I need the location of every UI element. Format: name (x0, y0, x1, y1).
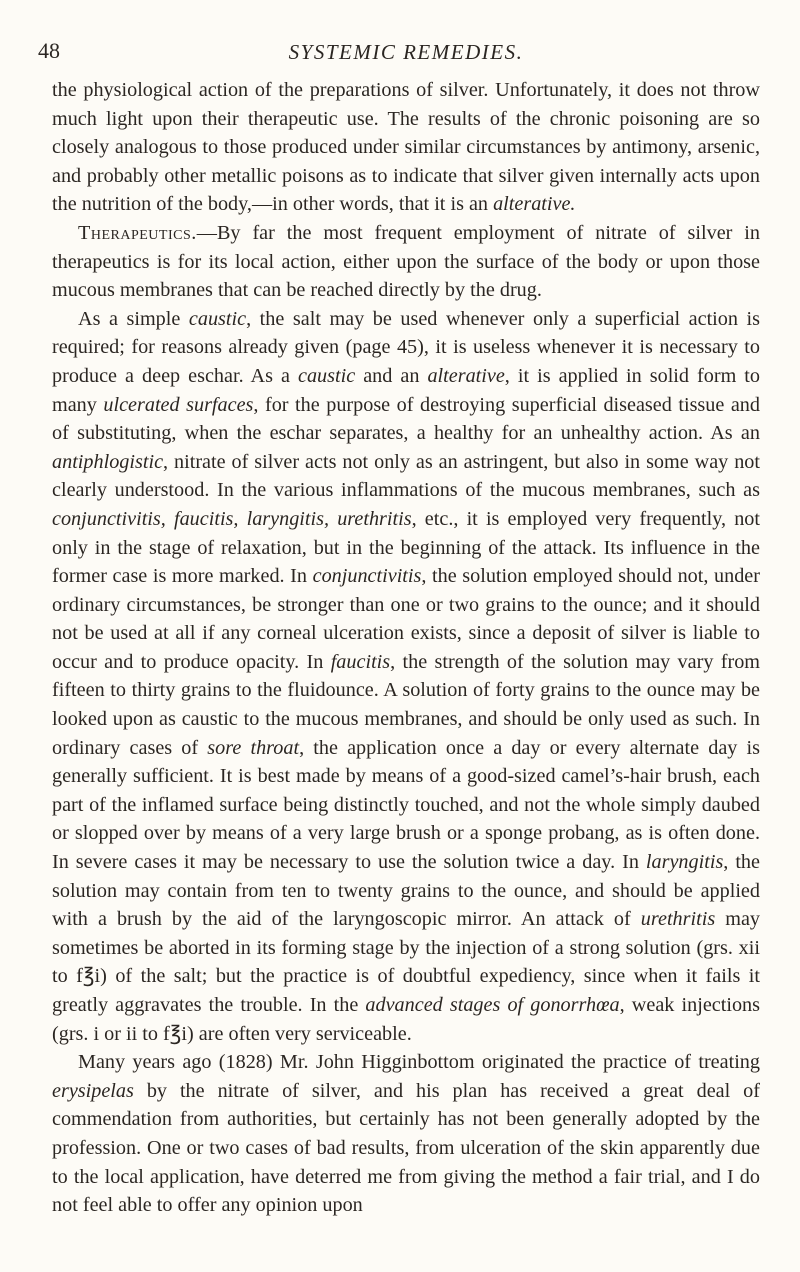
italic-term: laryngitis (645, 851, 724, 874)
italic-term: conjunctivitis, faucitis, laryngitis, urethritis (52, 507, 412, 530)
text-run: , the salt may be used whenever only a superficial action is required; for reasons already given (page 45), it is useless whenever it is necessary to produce a deep eschar. As a (52, 307, 760, 387)
italic-term: ulcerated surfaces (103, 393, 254, 416)
paragraph-caustic (52, 305, 760, 1048)
text-run: , it is applied in solid form to many (52, 364, 760, 416)
italic-term: erysipelas (52, 1079, 134, 1102)
paragraph-continued (52, 76, 760, 219)
text-run: and an (355, 364, 428, 387)
running-head: SYSTEMIC REMEDIES. (288, 40, 524, 64)
text-run: , the solution may contain from ten to twenty grains to the ounce, and should be applied with a brush by the aid of the laryngoscopic mirror. An attack of (52, 851, 760, 931)
text-run: the physiological action of the preparations of silver. Unfortunately, it does not throw much light upon their therapeutic use. The results of the chronic poisoning are so closely analogous to those produced under similar circumstances by antimony, arsenic, and probably other metallic poisons as to indicate that silver given internally acts upon the nutrition of the body,—in other words, that it is an (52, 79, 760, 216)
body-text (52, 76, 760, 1220)
italic-term: conjunctivitis (312, 565, 422, 588)
paragraph-therapeutics (52, 219, 760, 305)
section-heading: Therapeutics. (78, 221, 197, 244)
text-run: , etc., it is employed very frequently, not only in the stage of relaxation, but in the beginning of the attack. Its influence in the former case is more marked. In (52, 507, 760, 588)
text-run: , the solution employed should not, under ordinary circumstances, be stronger than one or two grains to the ounce; and it should not be used at all if any corneal ulceration exists, since a deposit of silver is liable to occur and to produce opacity. In (52, 565, 760, 673)
italic-term: sore throat (207, 736, 300, 759)
page-header (38, 38, 760, 76)
text-run: , the strength of the solution may vary from fifteen to thirty grains to the fluidounce. A solution of forty grains to the ounce may be looked upon as caustic to the mucous membranes, and should be only used as such. In ordinary cases of (52, 650, 761, 759)
page-number: 48 (38, 38, 60, 63)
paragraph-erysipelas (52, 1048, 760, 1220)
italic-term: caustic (297, 364, 356, 387)
italic-term: alterative. (493, 193, 576, 216)
italic-term: advanced stages of gonorrhœa (365, 994, 620, 1016)
italic-term: urethritis (640, 908, 716, 931)
italic-term: caustic (188, 307, 247, 330)
text-run: As a simple (78, 307, 189, 330)
text-run: may sometimes be aborted in its forming stage by the injection of a strong solution (grs. xii to f℥i) of the salt; but the practice is of doubtful expediency, since when it fails it greatly aggravates the trouble. In the (52, 908, 761, 1016)
italic-term: antiphlogistic (52, 450, 164, 473)
text-run: , weak injections (grs. i or ii to f℥i) are often very serviceable. (52, 994, 760, 1045)
text-run: , nitrate of silver acts not only as an astringent, but also in some way not clearly understood. In the various inflammations of the mucous membranes, such as (52, 450, 760, 502)
italic-term: alterative (427, 364, 505, 387)
text-run: , for the purpose of destroying superficial diseased tissue and of substituting, when the eschar separates, a healthy for an unhealthy action. As an (52, 393, 760, 445)
text-run: by the nitrate of silver, and his plan has received a great deal of commendation from authorities, but certainly has not been generally adopted by the profession. One or two cases of bad results, from ulceration of the skin apparently due to the local application, have deterred me from giving the method a fair trial, and I do not feel able to offer any opinion upon (52, 1079, 760, 1217)
italic-term: faucitis (330, 650, 391, 673)
text-run: —By far the most frequent employment of nitrate of silver in therapeutics is for its local action, either upon the surface of the body or upon those mucous membranes that can be reached directly by the drug. (52, 221, 760, 302)
text-run: Many years ago (1828) Mr. John Higginbottom originated the practice of treating (78, 1051, 760, 1074)
text-run: , the application once a day or every alternate day is generally sufficient. It is best made by means of a good-sized camel’s-hair brush, each part of the inflamed surface being distinctly touched, and not the whole simply daubed or slopped over by means of a very large brush or a sponge probang, as is often done. In severe cases it may be necessary to use the solution twice a day. In (52, 736, 760, 874)
